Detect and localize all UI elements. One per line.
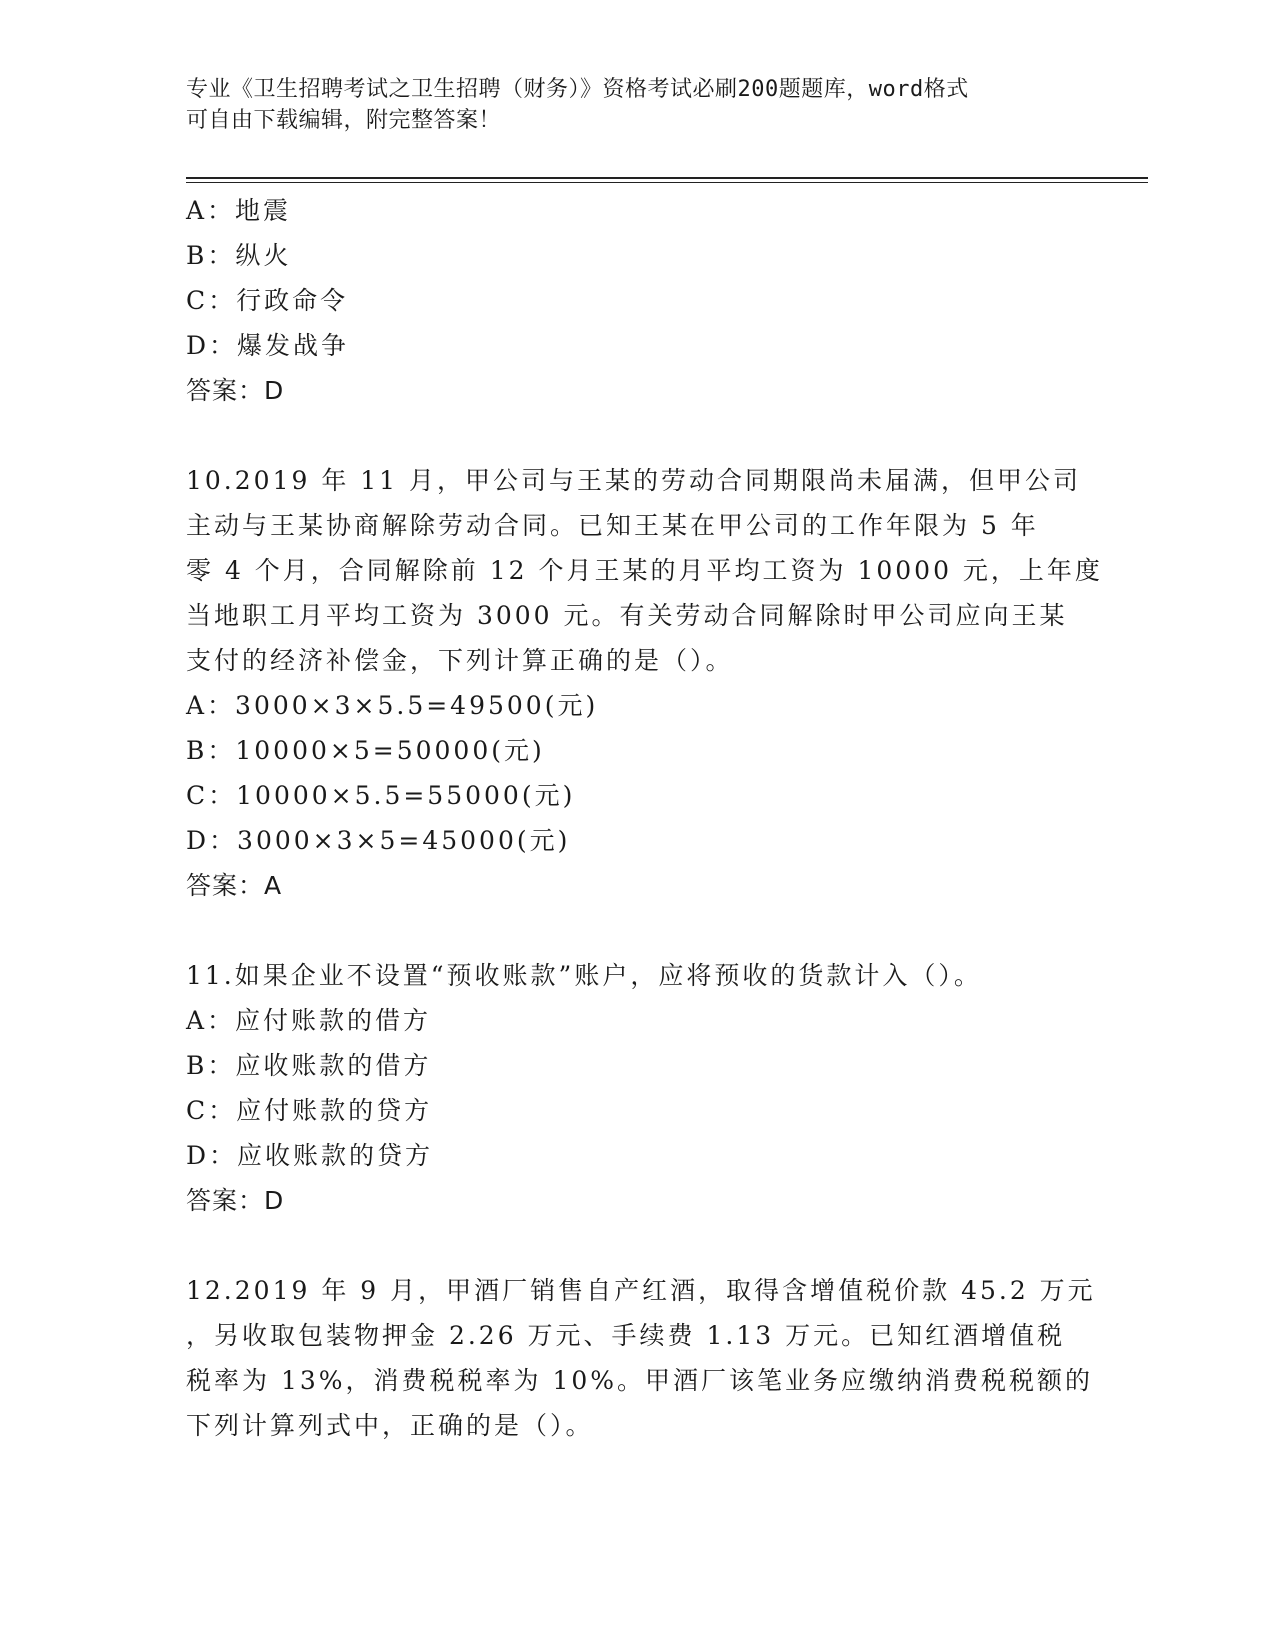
question-10-stem — [186, 458, 1103, 683]
question-stem-line: 主动与王某协商解除劳动合同。已知王某在甲公司的工作年限为 5 年 — [186, 511, 1039, 540]
question-stem-line: 零 4 个月，合同解除前 12 个月王某的月平均工资为 10000 元，上年度 — [186, 556, 1103, 585]
document-header — [186, 74, 1066, 136]
question-stem-line: 支付的经济补偿金，下列计算正确的是（）。 — [186, 646, 734, 675]
question-stem-line: 税率为 13%，消费税税率为 10%。甲酒厂该笔业务应缴纳消费税税额的 — [186, 1366, 1094, 1395]
option-b: B：10000×5=50000(元) — [186, 736, 545, 765]
question-12-stem — [186, 1268, 1096, 1448]
question-10-answer: 答案：A — [186, 871, 283, 900]
question-11-stem — [186, 953, 1086, 998]
option-b: B：应收账款的借方 — [186, 1051, 432, 1080]
option-a: A：应付账款的借方 — [186, 1006, 432, 1035]
header-divider-thick — [186, 177, 1148, 179]
option-d: D：爆发战争 — [186, 331, 350, 360]
question-stem-line: 下列计算列式中，正确的是（）。 — [186, 1411, 594, 1440]
option-c: C：行政命令 — [186, 286, 349, 315]
header-title-line-1: 专业《卫生招聘考试之卫生招聘（财务）》资格考试必刷200题题库，word格式 — [186, 77, 969, 102]
option-d: D：应收账款的贷方 — [186, 1141, 434, 1170]
option-a: A：地震 — [186, 196, 292, 225]
option-c: C：应付账款的贷方 — [186, 1096, 433, 1125]
header-title-line-2: 可自由下载编辑，附完整答案！ — [186, 108, 502, 133]
option-b: B：纵火 — [186, 241, 292, 270]
question-stem-line: 12.2019 年 9 月，甲酒厂销售自产红酒，取得含增值税价款 45.2 万元 — [186, 1276, 1096, 1305]
question-stem-line: 11.如果企业不设置“预收账款”账户，应将预收的货款计入（）。 — [186, 961, 982, 990]
option-d: D：3000×3×5=45000(元) — [186, 826, 571, 855]
question-11-options — [186, 998, 1086, 1178]
question-spacer — [186, 908, 1086, 953]
option-a: A：3000×3×5.5=49500(元) — [186, 691, 599, 720]
question-stem-line: 当地职工月平均工资为 3000 元。有关劳动合同解除时甲公司应向王某 — [186, 601, 1068, 630]
question-10-options — [186, 683, 1086, 863]
question-spacer — [186, 1223, 1086, 1268]
document-body — [186, 188, 1103, 1448]
option-c: C：10000×5.5=55000(元) — [186, 781, 576, 810]
question-9-options — [186, 188, 1086, 368]
question-stem-line: 10.2019 年 11 月，甲公司与王某的劳动合同期限尚未届满，但甲公司 — [186, 466, 1082, 495]
header-divider-thin — [186, 182, 1148, 183]
question-9-answer: 答案：D — [186, 376, 285, 405]
question-11-answer: 答案：D — [186, 1186, 285, 1215]
question-spacer — [186, 413, 1086, 458]
question-stem-line: ，另收取包装物押金 2.26 万元、手续费 1.13 万元。已知红酒增值税 — [186, 1321, 1066, 1350]
